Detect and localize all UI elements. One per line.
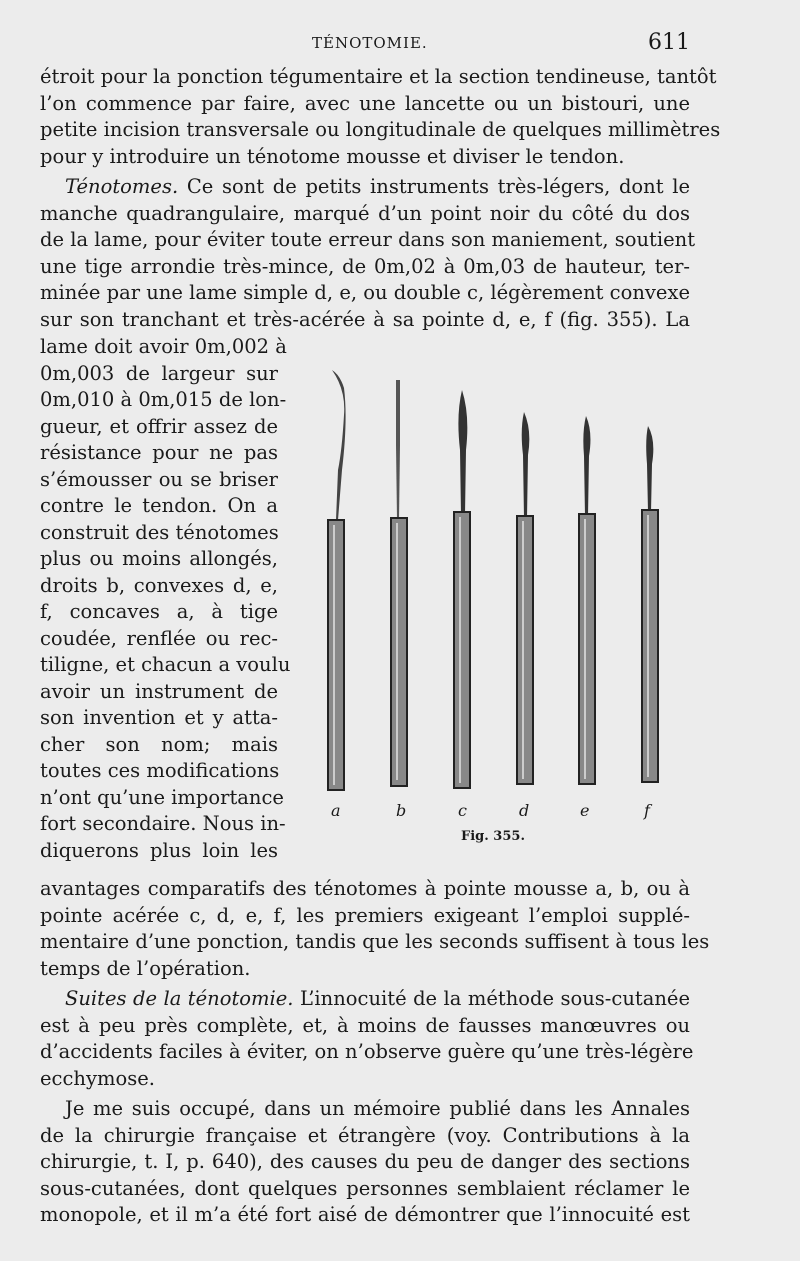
figure-label-f: f: [644, 801, 650, 820]
text-line: pointe acérée c, d, e, f, les premiers exigeant l’emploi supplé-: [40, 903, 690, 927]
text-line: Je me suis occupé, dans un mémoire publié dans les Annales: [65, 1097, 690, 1120]
text-line: chirurgie, t. I, p. 640), des causes du peu de danger des sections: [40, 1150, 690, 1173]
tenotomes-paragraph: [40, 174, 696, 333]
text-line: contre le tendon. On a: [40, 494, 278, 517]
text-line: diquerons plus loin les: [40, 838, 278, 862]
text-line: monopole, et il m’a été fort aisé de démontrer que l’innocuité est: [40, 1203, 690, 1226]
text-line: temps de l’opération.: [40, 956, 251, 980]
comparative-paragraph: [40, 876, 710, 982]
text-line: son invention et y atta-: [40, 706, 278, 729]
tenotome-c: [454, 390, 470, 788]
text-line: pour y introduire un ténotome mousse et diviser le tendon.: [40, 144, 625, 168]
text-line: mentaire d’une ponction, tandis que les seconds suffisent à tous les: [40, 930, 710, 953]
text-line: de la chirurgie française et étrangère (voy. Contributions à la: [40, 1123, 690, 1147]
figure-355-tenotomes: [300, 360, 690, 840]
text-line: Suites de la ténotomie. L’innocuité de la méthode sous-cutanée: [65, 987, 690, 1010]
running-head: [40, 30, 690, 60]
text-line: sous-cutanées, dont quelques personnes semblaient réclamer le: [40, 1176, 690, 1200]
text-line: plus ou moins allongés,: [40, 547, 278, 570]
tenotome-d: [517, 412, 533, 784]
text-line: petite incision transversale ou longitudinale de quelques millimètres: [40, 118, 721, 141]
text-line: s’émousser ou se briser: [40, 467, 278, 491]
figure-caption: Fig. 355.: [461, 829, 525, 844]
text-line: une tige arrondie très-mince, de 0m,02 à 0m,03 de hauteur, ter-: [40, 254, 690, 278]
text-line: l’on commence par faire, avec une lancette ou un bistouri, une: [40, 91, 690, 115]
tenotome-f: [642, 426, 658, 782]
text-line: tiligne, et chacun a voulu: [40, 653, 291, 676]
text-line: gueur, et offrir assez de: [40, 414, 278, 438]
text-line: est à peu près complète, et, à moins de fausses manœuvres ou: [40, 1013, 690, 1037]
text-line: lame doit avoir 0m,002 à: [40, 335, 287, 358]
text-line: construit des ténotomes: [40, 520, 279, 544]
figure-label-e: e: [580, 801, 590, 820]
suites-paragraph: [40, 986, 694, 1092]
tenotome-e: [579, 416, 595, 784]
figure-label-d: d: [519, 801, 530, 820]
text-line: droits b, convexes d, e,: [40, 573, 278, 597]
text-line: avoir un instrument de: [40, 679, 278, 703]
narrow-column: [40, 334, 291, 864]
text-line: résistance pour ne pas: [40, 441, 278, 464]
text-line: 0m,010 à 0m,015 de lon-: [40, 388, 287, 411]
text-line: de la lame, pour éviter toute erreur dans son maniement, soutient: [40, 228, 696, 251]
text-line: manche quadrangulaire, marqué d’un point noir du côté du dos: [40, 201, 690, 225]
intro-paragraph: [40, 64, 721, 170]
text-line: fort secondaire. Nous in-: [40, 812, 286, 835]
figure-label-c: c: [458, 801, 467, 820]
memoir-paragraph: [40, 1096, 690, 1229]
text-line: Ténotomes. Ce sont de petits instruments très-légers, dont le: [65, 175, 691, 198]
page-number: 611: [648, 30, 690, 55]
text-line: toutes ces modifications: [40, 759, 280, 782]
tenotome-a: [328, 370, 346, 790]
text-line: n’ont qu’une importance: [40, 785, 284, 809]
text-line: cher son nom; mais: [40, 732, 278, 756]
text-line: 0m,003 de largeur sur: [40, 361, 278, 385]
text-line: coudée, renflée ou rec-: [40, 626, 278, 650]
text-line: sur son tranchant et très-acérée à sa pointe d, e, f (fig. 355). La: [40, 307, 690, 331]
figure-label-b: b: [396, 801, 407, 820]
text-line: ecchymose.: [40, 1066, 155, 1090]
section-heading-suites: Suites de la ténotomie.: [65, 987, 294, 1010]
text-line: avantages comparatifs des ténotomes à pointe mousse a, b, ou à: [40, 877, 690, 900]
figure-label-a: a: [331, 801, 341, 820]
text-line: étroit pour la ponction tégumentaire et la section tendineuse, tantôt: [40, 65, 717, 88]
text-line: d’accidents faciles à éviter, on n’observe guère qu’une très-légère: [40, 1040, 694, 1063]
text-line: minée par une lame simple d, e, ou double c, légèrement convexe: [40, 281, 690, 304]
running-title: TÉNOTOMIE.: [312, 34, 428, 52]
tenotome-b: [391, 380, 407, 786]
text-line: f, concaves a, à tige: [40, 600, 278, 623]
section-heading-tenotomes: Ténotomes.: [65, 175, 179, 198]
